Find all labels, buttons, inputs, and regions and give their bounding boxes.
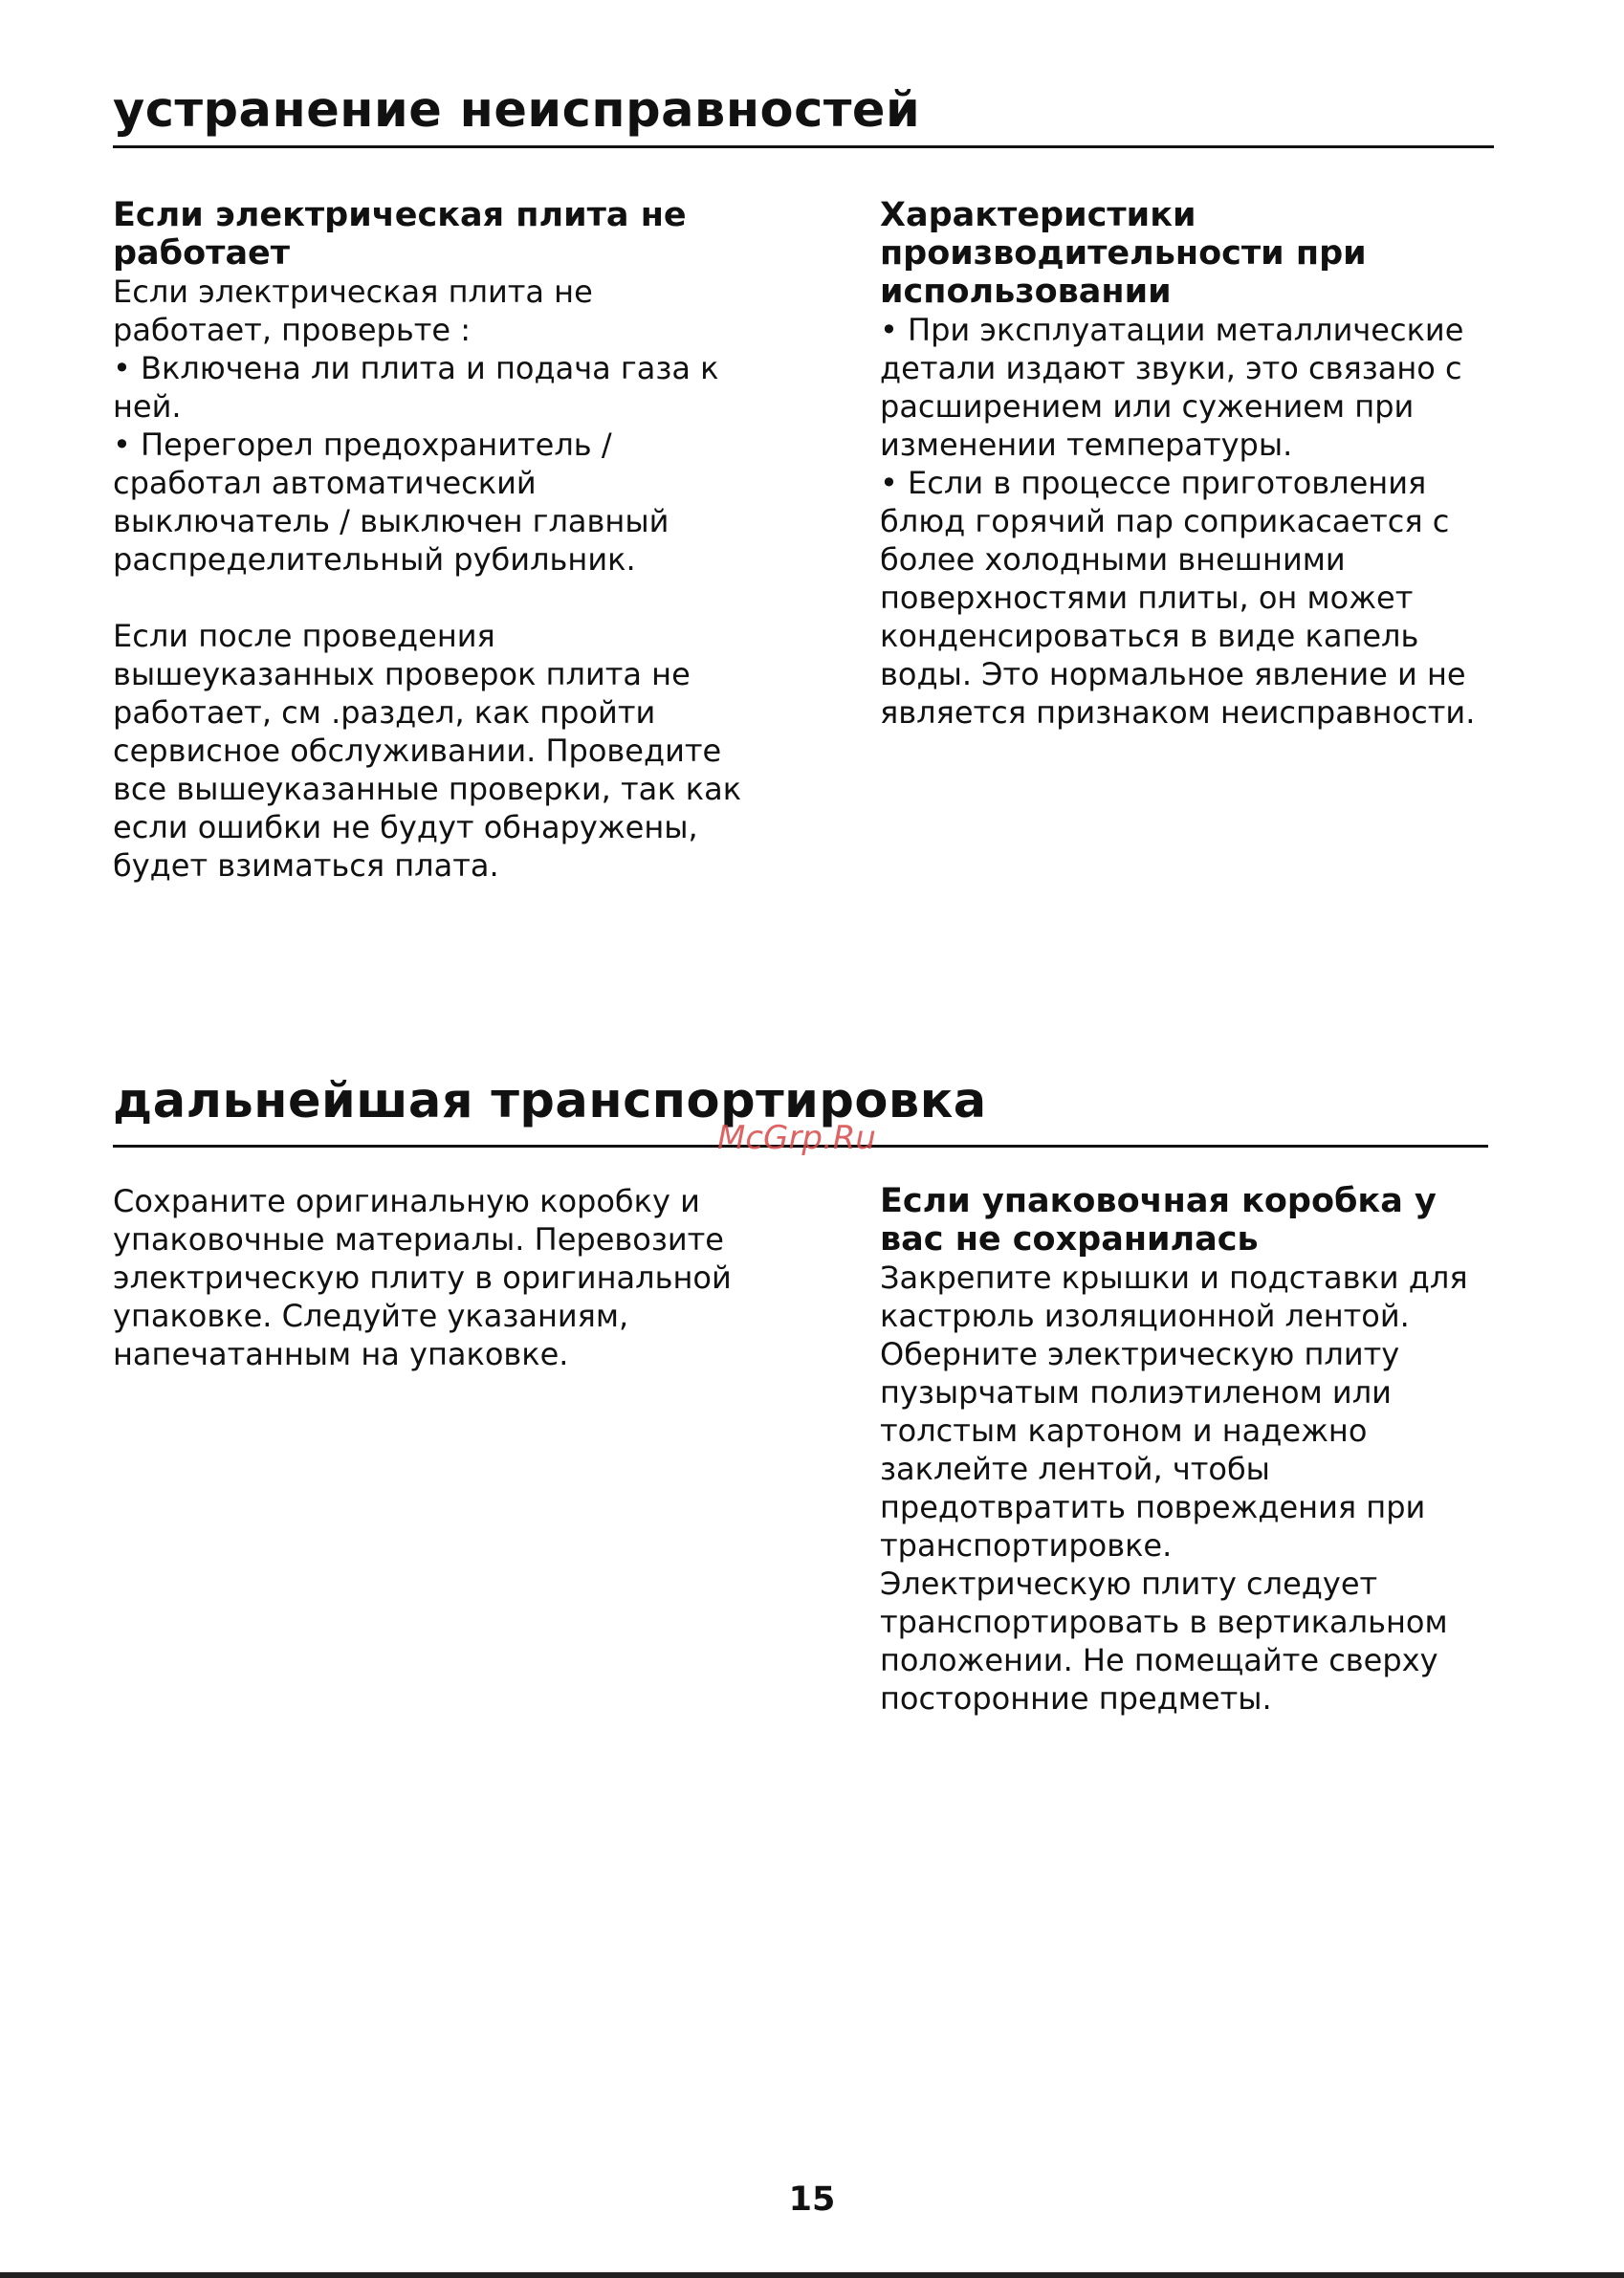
page-bottom-edge: [0, 2272, 1624, 2278]
transport-right-column: [880, 1182, 1511, 1718]
not-working-heading: Если электрическая плита не работает: [113, 196, 687, 273]
performance-bullet-2: • Если в процессе приготовления блюд горячий пар соприкасается с более холодными внешними поверхностями плиты, он может конденсироваться в виде капель воды. Это нормальное явление и не является признаком неисправности.: [880, 465, 1476, 731]
performance-heading: Характеристики производительности при использовании: [880, 196, 1367, 311]
watermark-text: McGrp.Ru: [717, 1119, 876, 1157]
performance-bullet-1: • При эксплуатации металлические детали издают звуки, это связано с расширением или сужением при изменении температуры.: [880, 312, 1464, 463]
not-working-intro: Если электрическая плита не работает, проверьте :: [113, 274, 593, 348]
page-number: 15: [788, 2180, 836, 2219]
troubleshooting-title-rule: [113, 145, 1494, 148]
transport-left-column: [113, 1182, 735, 1373]
no-box-heading: Если упаковочная коробка у вас не сохранилась: [880, 1182, 1437, 1259]
keep-box-text: Сохраните оригинальную коробку и упаковочные материалы. Перевозите электрическую плиту в оригинальной упаковке. Следуйте указаниям, напечатанным на упаковке.: [113, 1183, 732, 1372]
troubleshooting-title: устранение неисправностей: [113, 82, 921, 139]
no-box-text-1: Закрепите крышки и подставки для кастрюль изоляционной лентой. Оберните электрическую плиту пузырчатым полиэтиленом или толстым картоном и надежно заклейте лентой, чтобы предотвратить повреждения при транспортировке.: [880, 1259, 1468, 1564]
troubleshooting-left-column: [113, 196, 744, 885]
transport-title: дальнейшая транспортировка: [113, 1073, 987, 1129]
not-working-bullet-1: • Включена ли плита и подача газа к ней.: [113, 350, 719, 425]
troubleshooting-right-column: [880, 196, 1511, 732]
no-box-text-2: Электрическую плиту следует транспортировать в вертикальном положении. Не помещайте сверху посторонние предметы.: [880, 1566, 1448, 1717]
not-working-bullet-2: • Перегорел предохранитель / сработал автоматический выключатель / выключен главный распределительный рубильник.: [113, 427, 669, 578]
not-working-note: Если после проведения вышеуказанных проверок плита не работает, см .раздел, как пройти сервисное обслуживании. Проведите все вышеуказанные проверки, так как если ошибки не будут обнаружены, будет взиматься плата.: [113, 618, 742, 884]
